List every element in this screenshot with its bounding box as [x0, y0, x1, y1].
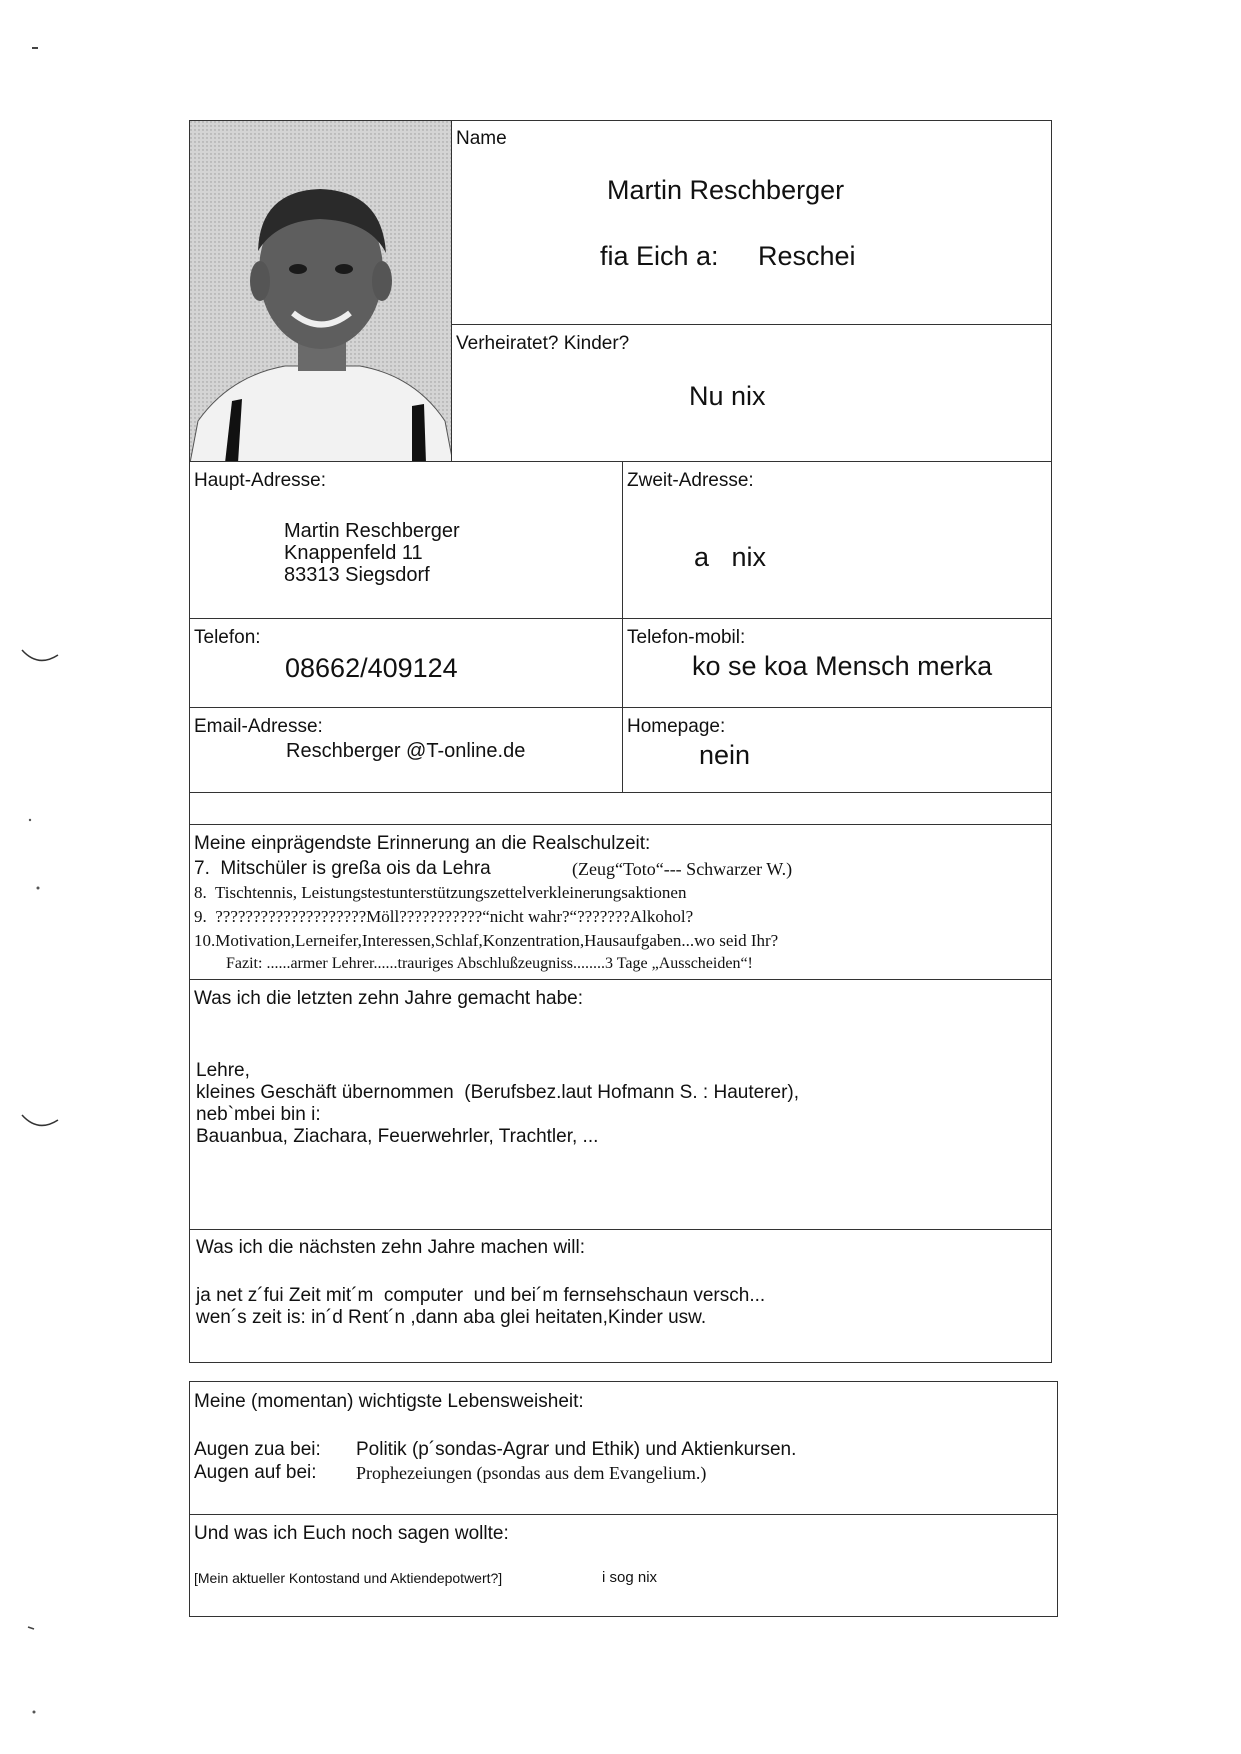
- homepage-value: nein: [699, 740, 751, 770]
- phone-label: Telefon:: [194, 627, 261, 648]
- address-line-city: 83313 Siegsdorf: [284, 564, 430, 586]
- nickname: Reschei: [758, 241, 856, 271]
- married-value: Nu nix: [689, 381, 766, 411]
- eyes-closed-label: Augen zua bei:: [194, 1439, 321, 1460]
- closing-answer: i sog nix: [602, 1569, 658, 1586]
- portrait-image: [190, 121, 452, 462]
- phone-cell: [189, 618, 623, 708]
- nickname-prefix: fia Eich a:: [600, 241, 719, 271]
- name-label: Name: [456, 128, 507, 149]
- memory-item-8: 8. Tischtennis, Leistungstestunterstützungszettelverkleinerungsaktionen: [194, 883, 687, 902]
- eyes-open-label: Augen auf bei:: [194, 1462, 317, 1483]
- email-label: Email-Adresse:: [194, 716, 323, 737]
- next-ten-years-label: Was ich die nächsten zehn Jahre machen will:: [196, 1237, 585, 1258]
- last-ten-years-text: [196, 1060, 799, 1148]
- main-address-block: [284, 520, 460, 586]
- second-address-cell: [622, 461, 1052, 619]
- homepage-cell: [622, 707, 1052, 793]
- memory-item-7: 7. Mitschüler is greßa ois da Lehra: [194, 858, 491, 879]
- mobile-label: Telefon-mobil:: [627, 627, 746, 648]
- second-address-value: a nix: [694, 542, 767, 572]
- wisdom-label: Meine (momentan) wichtigste Lebensweisheit:: [194, 1391, 584, 1412]
- married-cell: [451, 324, 1052, 462]
- memory-item-7-note: (Zeug“Toto“--- Schwarzer W.): [572, 859, 793, 879]
- main-address-cell: [189, 461, 623, 619]
- empty-row: [189, 792, 1052, 825]
- last-ten-years-line-3: neb`mbei bin i:: [196, 1104, 321, 1125]
- mobile-value: ko se koa Mensch merka: [692, 651, 993, 681]
- eyes-closed-value: Politik (p´sondas-Agrar und Ethik) und Aktienkursen.: [356, 1439, 797, 1460]
- memory-label: Meine einprägendste Erinnerung an die Realschulzeit:: [194, 833, 651, 854]
- memory-cell: [189, 824, 1052, 980]
- memory-fazit: Fazit: ......armer Lehrer......trauriges Abschlußzeugniss........3 Tage „Ausscheiden“!: [226, 955, 753, 972]
- closing-cell: [189, 1514, 1058, 1617]
- address-line-name: Martin Reschberger: [284, 520, 460, 542]
- profile-photo: [189, 120, 452, 462]
- email-value: Reschberger @T-online.de: [286, 740, 526, 762]
- last-ten-years-cell: [189, 979, 1052, 1230]
- next-ten-years-text: [196, 1285, 765, 1329]
- last-ten-years-line-2: kleines Geschäft übernommen (Berufsbez.laut Hofmann S. : Hauterer),: [196, 1082, 799, 1103]
- eyes-open-value: Prophezeiungen (psondas aus dem Evangelium.): [356, 1463, 707, 1483]
- second-address-label: Zweit-Adresse:: [627, 470, 754, 491]
- last-ten-years-line-4: Bauanbua, Ziachara, Feuerwehrler, Trachtler, ...: [196, 1126, 599, 1147]
- memory-item-9: 9. ????????????????????Möll???????????“nicht wahr?“???????Alkohol?: [194, 907, 694, 926]
- address-line-street: Knappenfeld 11: [284, 542, 423, 564]
- last-ten-years-label: Was ich die letzten zehn Jahre gemacht habe:: [194, 988, 584, 1009]
- phone-value: 08662/409124: [285, 653, 458, 683]
- homepage-label: Homepage:: [627, 716, 726, 737]
- main-address-label: Haupt-Adresse:: [194, 470, 327, 491]
- memory-item-10: 10.Motivation,Lerneifer,Interessen,Schlaf,Konzentration,Hausaufgaben...wo seid Ihr?: [194, 931, 779, 950]
- mobile-cell: [622, 618, 1052, 708]
- next-ten-years-cell: [189, 1229, 1052, 1363]
- email-cell: [189, 707, 623, 793]
- full-name: Martin Reschberger: [607, 175, 845, 205]
- next-ten-years-line-1: ja net z´fui Zeit mit´m computer und bei´m fernsehschaun versch...: [196, 1285, 766, 1306]
- closing-text: [Mein aktueller Kontostand und Aktiendepotwert?]: [194, 1570, 503, 1586]
- married-label: Verheiratet? Kinder?: [456, 333, 630, 354]
- last-ten-years-line-1: Lehre,: [196, 1060, 250, 1081]
- wisdom-cell: [189, 1381, 1058, 1515]
- next-ten-years-line-2: wen´s zeit is: in´d Rent´n ,dann aba glei heitaten,Kinder usw.: [196, 1307, 707, 1328]
- name-cell: [451, 120, 1052, 325]
- scan-artifacts: [0, 0, 80, 1754]
- closing-label: Und was ich Euch noch sagen wollte:: [194, 1523, 509, 1544]
